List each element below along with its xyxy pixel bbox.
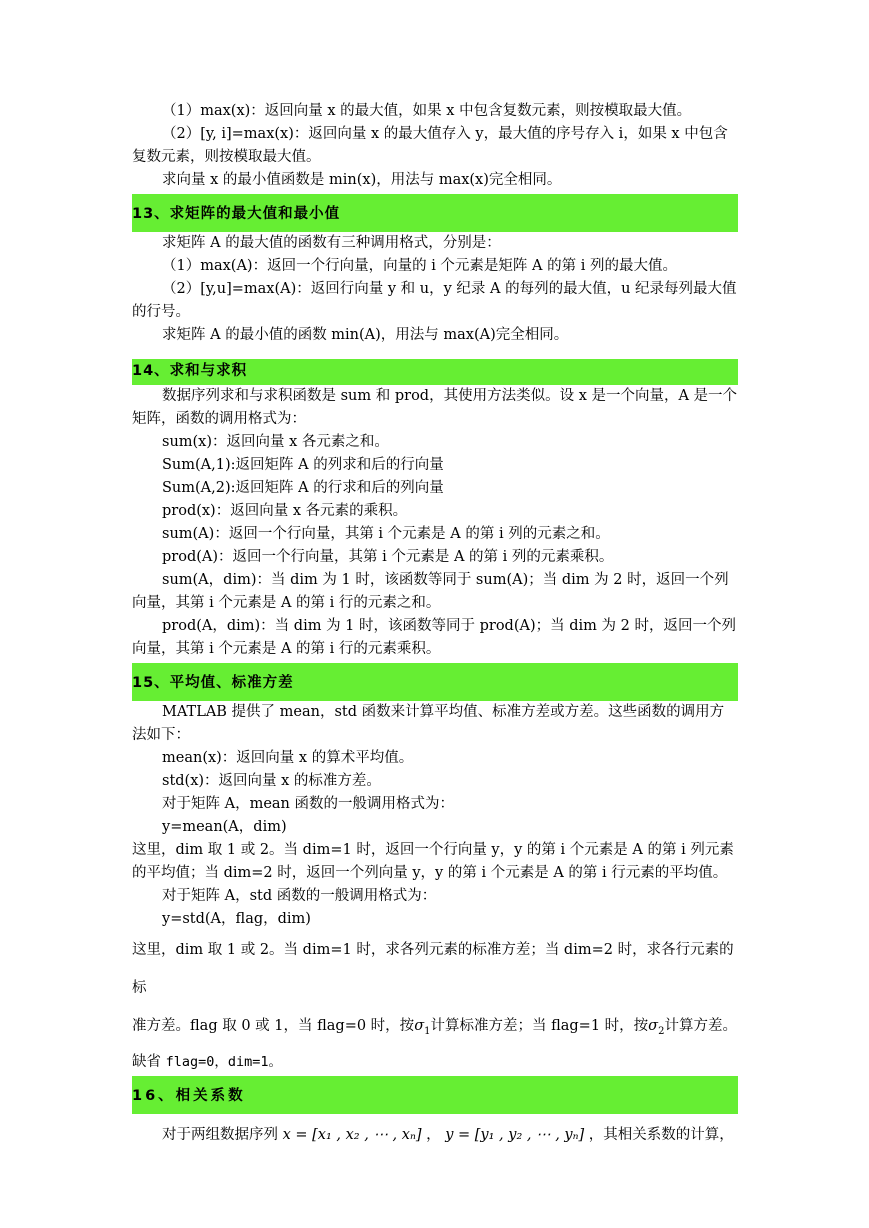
paragraph-defaults [132, 1051, 738, 1074]
paragraph-sum-prod-intro: 数据序列求和与求积函数是 sum 和 prod，其使用方法类似。设 x 是一个向量，A 是一个矩阵，函数的调用格式为： [132, 388, 738, 427]
sigma-1-letter: σ [414, 1018, 425, 1034]
paragraph-std-explain-1: 这里，dim 取 1 或 2。当 dim=1 时，求各列元素的标准方差；当 dim=2 时，求各行元素的标 [132, 942, 734, 996]
paragraph-mean-x: mean(x)：返回向量 x 的算术平均值。 [162, 750, 414, 766]
paragraph-max-a-yu: （2）[y,u]=max(A)：返回行向量 y 和 u，y 纪录 A 的每列的最大值，u 纪录每列最大值的行号。 [132, 281, 737, 320]
paragraph-mean-explain: 这里，dim 取 1 或 2。当 dim=1 时，返回一个行向量 y，y 的第 i 个元素是 A 的第 i 列元素的平均值；当 dim=2 时，返回一个列向量 y，y 的第 i 个元素是 A 的第 i 行元素的平均值。 [132, 842, 734, 881]
paragraph-mean-std-intro: MATLAB 提供了 mean，std 函数来计算平均值、标准方差或方差。这些函数的调用方法如下： [132, 704, 725, 743]
formula-separator: ， [421, 1126, 446, 1143]
section-heading-15: 15、平均值、标准方差 [132, 663, 738, 701]
x-sequence-formula: x = [x₁ , x₂ , ⋯ , xₙ] [282, 1126, 422, 1143]
spacer [132, 1114, 738, 1124]
paragraph-prod-a-dim: prod(A，dim)：当 dim 为 1 时，该函数等同于 prod(A)；当 dim 为 2 时，返回一个列向量，其第 i 个元素是 A 的第 i 行的元素乘积。 [132, 618, 736, 657]
std-explain-text-c: 计算方差。 [664, 1018, 737, 1034]
std-explain-text-b: 计算标准方差；当 flag=1 时，按 [430, 1018, 649, 1034]
paragraph-std-x: std(x)：返回向量 x 的标准方差。 [162, 773, 381, 789]
y-sequence-formula: y = [y₁ , y₂ , ⋯ , yₙ] [445, 1126, 585, 1143]
paragraph-max-x: （1）max(x)：返回向量 x 的最大值，如果 x 中包含复数元素，则按模取最大值。 [162, 103, 692, 119]
paragraph-sum-a: sum(A)：返回一个行向量，其第 i 个元素是 A 的第 i 列的元素之和。 [162, 526, 610, 542]
sigma-2-symbol [648, 1018, 665, 1037]
code-std-call: y=std(A，flag，dim) [162, 911, 311, 927]
section-heading-13: 13、求矩阵的最大值和最小值 [132, 194, 738, 232]
paragraph-std-matrix-intro: 对于矩阵 A，std 函数的一般调用格式为： [162, 888, 437, 904]
section-heading-16: 16、相关系数 [132, 1076, 738, 1114]
paragraph-std-explain-2 [132, 1007, 738, 1051]
defaults-values: flag=0，dim=1。 [165, 1053, 283, 1070]
paragraph-prod-a: prod(A)：返回一个行向量，其第 i 个元素是 A 的第 i 列的元素乘积。 [162, 549, 614, 565]
paragraph-max-y-i: （2）[y, i]=max(x)：返回向量 x 的最大值存入 y，最大值的序号存入 i，如果 x 中包含复数元素，则按模取最大值。 [132, 126, 728, 165]
paragraph-min-x: 求向量 x 的最小值函数是 min(x)，用法与 max(x)完全相同。 [162, 172, 562, 188]
sigma-1-subscript: 1 [424, 1025, 431, 1037]
section-heading-14: 14、求和与求积 [132, 359, 738, 385]
paragraph-max-a: （1）max(A)：返回一个行向量，向量的 i 个元素是矩阵 A 的第 i 列的最大值。 [162, 258, 677, 274]
document-body [132, 100, 738, 1147]
correlation-text-a: 对于两组数据序列 [162, 1126, 278, 1143]
paragraph-sum-a-dim: sum(A，dim)：当 dim 为 1 时，该函数等同于 sum(A)；当 dim 为 2 时，返回一个列向量，其第 i 个元素是 A 的第 i 行的元素之和。 [132, 572, 729, 611]
paragraph-sum-a-2: Sum(A,2):返回矩阵 A 的行求和后的列向量 [162, 480, 444, 496]
paragraph-prod-x: prod(x)：返回向量 x 各元素的乘积。 [162, 503, 408, 519]
code-mean-call: y=mean(A，dim) [162, 819, 287, 835]
paragraph-sum-a-1: Sum(A,1):返回矩阵 A 的列求和后的行向量 [162, 457, 444, 473]
sigma-2-letter: σ [648, 1018, 659, 1034]
paragraph-matrix-max-intro: 求矩阵 A 的最大值的函数有三种调用格式，分别是： [162, 235, 501, 251]
paragraph-min-a: 求矩阵 A 的最小值的函数 min(A)，用法与 max(A)完全相同。 [162, 327, 569, 343]
defaults-label: 缺省 [132, 1053, 166, 1070]
paragraph-sum-x: sum(x)：返回向量 x 各元素之和。 [162, 434, 389, 450]
sigma-2-subscript: 2 [658, 1025, 665, 1037]
std-explain-text-a: 准方差。flag 取 0 或 1，当 flag=0 时，按 [132, 1018, 415, 1034]
paragraph-correlation [132, 1124, 738, 1147]
paragraph-mean-matrix-intro: 对于矩阵 A，mean 函数的一般调用格式为： [162, 796, 455, 812]
correlation-text-b: ，其相关系数的计算， [584, 1126, 734, 1143]
sigma-1-symbol [414, 1018, 431, 1037]
